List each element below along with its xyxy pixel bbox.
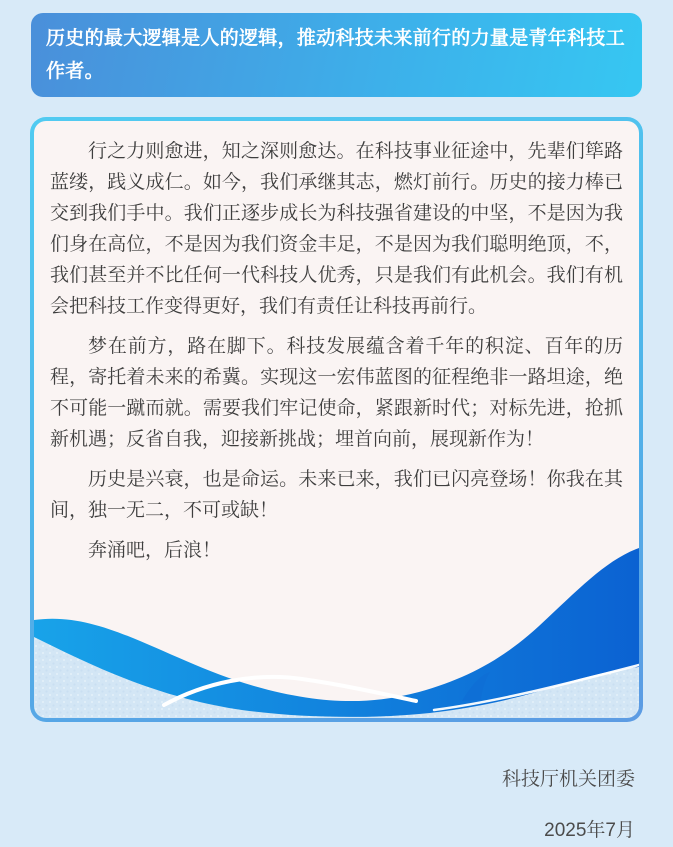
headline-text: 历史的最大逻辑是人的逻辑，推动科技未来前行的力量是青年科技工作者。 xyxy=(46,28,626,82)
article-card-body xyxy=(34,121,639,718)
paragraph: 奔涌吧，后浪！ xyxy=(88,540,222,561)
paragraph: 梦在前方，路在脚下。科技发展蕴含着千年的积淀、百年的历程，寄托着未来的希冀。实现这一宏伟蓝图的征程绝非一路坦途，绝不可能一蹴而就。需要我们牢记使命，紧跟新时代；对标先进，抢抓新机遇；反省自我，迎接新挑战；埋首向前，展现新作为！ xyxy=(50,336,623,450)
paragraph: 行之力则愈进，知之深则愈达。在科技事业征途中，先辈们筚路蓝缕，践义成仁。如今，我们承继其志，燃灯前行。历史的接力棒已交到我们手中。我们正逐步成长为科技强省建设的中坚，不是因为我们身在高位，不是因为我们资金丰足，不是因为我们聪明绝顶，不，我们甚至并不比任何一代科技人优秀，只是我们有此机会。我们有机会把科技工作变得更好，我们有责任让科技再前行。 xyxy=(50,141,623,317)
article-card xyxy=(30,117,643,722)
wave-decoration xyxy=(34,546,639,718)
signature-date: 2025年7月 xyxy=(544,820,635,841)
paragraph: 历史是兴衰，也是命运。未来已来，我们已闪亮登场！你我在其间，独一无二，不可或缺！ xyxy=(50,469,623,521)
article-text xyxy=(50,136,623,575)
headline-banner xyxy=(31,13,642,97)
signature-block xyxy=(502,764,635,842)
signature-org: 科技厅机关团委 xyxy=(501,769,635,790)
